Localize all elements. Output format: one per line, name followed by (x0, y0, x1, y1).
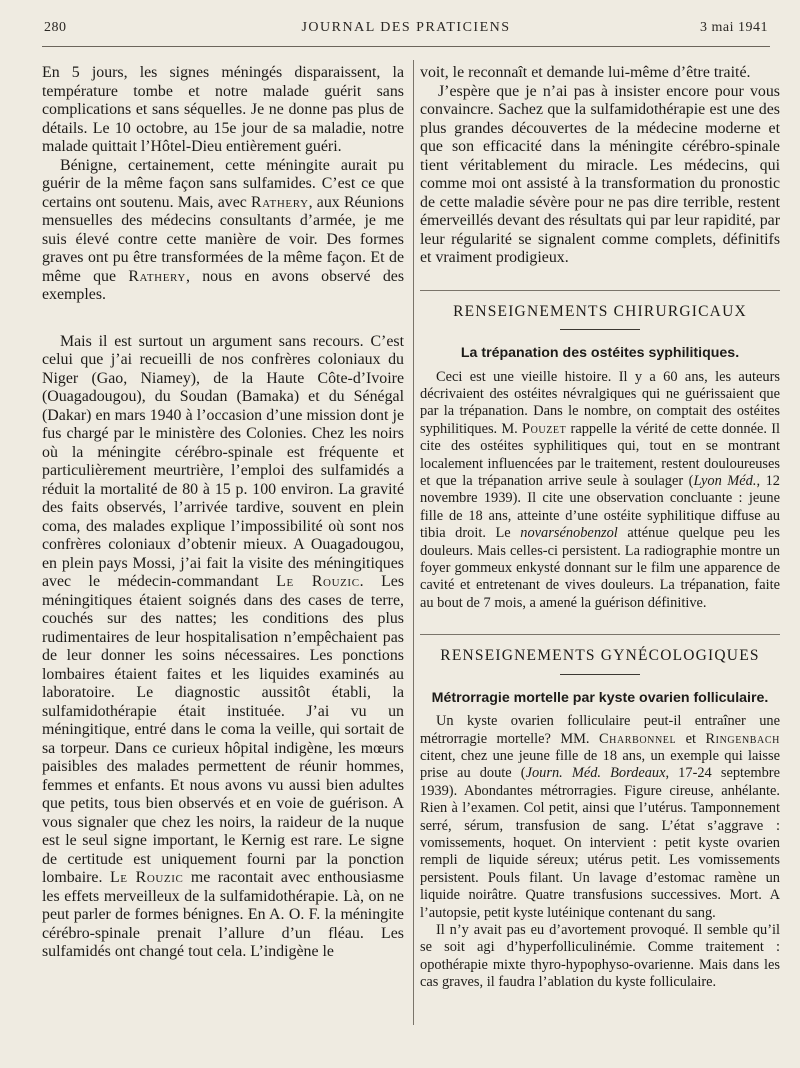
journal-reference: Journ. Méd. Bordeaux (525, 765, 666, 782)
issue-date: 3 mai 1941 (700, 20, 768, 35)
left-column (42, 64, 404, 962)
article-body (420, 713, 780, 992)
paragraph: Bénigne, certainement, cette méningite aurait pu guérir de la même façon sans sulfamides. C’est ce que certains ont soutenu. Mais, avec Rathery, aux Réunions mensuelles des médecins consultants d’armée, je me suis élevé contre cette manière de voir. Des formes graves ont pu être transformées de la même façon. Et de même que Rathery, nous en avons observé des exemples. (42, 156, 405, 303)
section-underline (560, 329, 640, 330)
journal-reference: Lyon Méd. (693, 472, 757, 489)
article-title: Métrorragie mortelle par kyste ovarien folliculaire. (431, 689, 769, 706)
paragraph: Mais il est surtout un argument sans recours. C’est celui que j’ai recueilli de nos confrères coloniaux du Niger (Gao, Niamey), de la Haute Côte-d’Ivoire (Ouagadougou), du Soudan (Bamaka) et du Sénégal (Dakar) en mars 1940 à l’occasion d’une mission dont je fus chargé par le ministère des Colonies. Chez les noirs où la méningite cérébro-spinale est fréquente et particulièrement meurtrière, l’emploi des sulfamidés a réduit la mortalité de 80 à 15 p. 100 environ. La gravité des faits observés, l’arrivée tardive, souvent en plein coma, des malades explique l’impossibilité où sont nos confrères coloniaux d’obtenir mieux. A Ouagadougou, en plein pays Mossi, j’ai fait la visite des méningitiques avec le médecin-commandant Le Rouzic. Les méningitiques étaient soignés dans des cases de terre, couchés sur des nattes; les conditions des plus rudimentaires de leur hospitalisation n’empêchaient pas de leur donner les soins nécessaires. Les ponctions lombaires étaient faites et les liquides examinés au laboratoire. Le diagnostic aussitôt établi, la sulfamidothérapie était instituée. J’ai vu un méningitique, entré dans le coma la veille, qui sortait de sa torpeur. Dans ce curieux hôpital indigène, les mœurs paisibles des malades permettent de réunir hommes, femmes et enfants. Et nous avons vu aussi bien adultes que petits, tous bien observés et en voie de guérison. A vous signaler que chez les noirs, la raideur de la nuque est le seul signe important, le Kernig est rare. Le signe de certitude est uniquement fourni par la ponction lombaire. Le Rouzic me racontait avec enthousiasme les effets merveilleux de la sulfamidothérapie. Là, on ne peut parler de formes bénignes. En A. O. F. la méningite cérébro-spinale prenait l’allure d’un fléau. Les sulfamidés ont changé tout cela. L’indigène le (42, 332, 405, 960)
section-underline (560, 674, 640, 675)
paragraph: Ceci est une vieille histoire. Il y a 60 ans, les auteurs décrivaient des ostéites névralgiques qui ne guérissaient que par la trépanation. Dans le nombre, on comptait des ostéites syphilitiques. M. Pouzet rappelle la vérité de cette donnée. Il cite des ostéites syphilitiques qui, tout en se montrant localement influencées par le traitement, restent douloureuses et que la trépanation arrive seule à soulager (Lyon Méd., 12 novembre 1939). Il cite une observation concluante : jeune fille de 18 ans, atteinte d’une ostéite syphilitique diffuse au tibia droit. Le novarsénobenzol atténue quelque peu les douleurs. Mais celles-ci persistent. La radiographie montre un foyer gommeux enkysté donnant sur le film une apparence de cavité et entretenant de vives douleurs. La trépanation, faite au bout de 7 mois, a amené la guérison définitive. (420, 368, 780, 611)
column-divider (413, 60, 414, 1025)
paragraph: J’espère que je n’ai pas à insister encore pour vous convaincre. Sachez que la sulfamidothérapie est une des plus grandes découvertes de la médecine moderne et que son efficacité dans la méningite cérébro-spinale tient véritablement du miracle. Les médecins, qui comme moi ont assisté à la transformation du pronostic de cette maladie sévère pour ne pas dire terrible, restent émerveillés devant des résultats qui par leur rapidité, par leur régularité se signalent comme complets, définitifs et vraiment prodigieux. (420, 82, 780, 266)
section-divider (420, 290, 780, 291)
paragraph: Un kyste ovarien folliculaire peut-il entraîner une métrorragie mortelle? MM. Charbonnel et Ringenbach citent, chez une jeune fille de 18 ans, un exemple qui laisse prise au doute (Journ. Méd. Bordeaux, 17-24 septembre 1939). Abondantes métrorragies. Figure cireuse, anhélante. Rien à l’examen. Col petit, ainsi que l’utérus. Tamponnement serré, sérum, transfusion de sang. L’état s’aggrave : vomissements, hoquet. On intervient : petit kyste ovarien rempli de liquide séreux; utérus petit. Les vomissements persistent. Pouls filant. Un lavage d’estomac ramène un liquide noirâtre. Quatre transfusions successives. Mort. A l’autopsie, petit kyste lutéinique contenant du sang. (420, 713, 780, 921)
spacer (42, 305, 404, 333)
article-body (420, 369, 780, 613)
page-number: 280 (44, 20, 67, 35)
author-name: Rathery (128, 267, 186, 285)
paragraph: En 5 jours, les signes méningés disparaissent, la température tombe et notre malade guérit sans complications et sans séquelles. Je ne donne pas plus de détails. Le 10 octobre, au 15e jour de sa maladie, notre malade quittait l’Hôtel-Dieu entièrement guéri. (42, 64, 404, 155)
author-name: Pouzet (521, 420, 567, 437)
author-name: Le Rouzic (109, 869, 184, 886)
header-rule (42, 46, 770, 47)
paragraph: voit, le reconnaît et demande lui-même d’être traité. (420, 64, 751, 81)
author-name: Charbonnel (598, 730, 677, 747)
right-column (420, 64, 780, 992)
drug-name: novarsénobenzol (520, 525, 618, 542)
section-heading: RENSEIGNEMENTS GYNÉCOLOGIQUES (440, 647, 760, 665)
author-name: Ringenbach (705, 730, 780, 747)
section-divider (420, 634, 780, 635)
running-header (44, 20, 768, 42)
paragraph: Il n’y avait pas eu d’avortement provoqué. Il semble qu’il se soit agi d’hyperfolliculinémie. Comme traitement : opothérapie mixte thyro-hypophyso-ovarienne. Mais dans les cas graves, il faudra l’ablation du kyste folliculaire. (420, 922, 780, 991)
author-name: Le Rouzic (276, 573, 360, 590)
article-title: La trépanation des ostéites syphilitiques. (460, 345, 740, 361)
journal-title: JOURNAL DES PRATICIENS (301, 20, 511, 35)
author-name: Rathery (251, 193, 309, 211)
section-heading: RENSEIGNEMENTS CHIRURGICAUX (453, 302, 747, 320)
